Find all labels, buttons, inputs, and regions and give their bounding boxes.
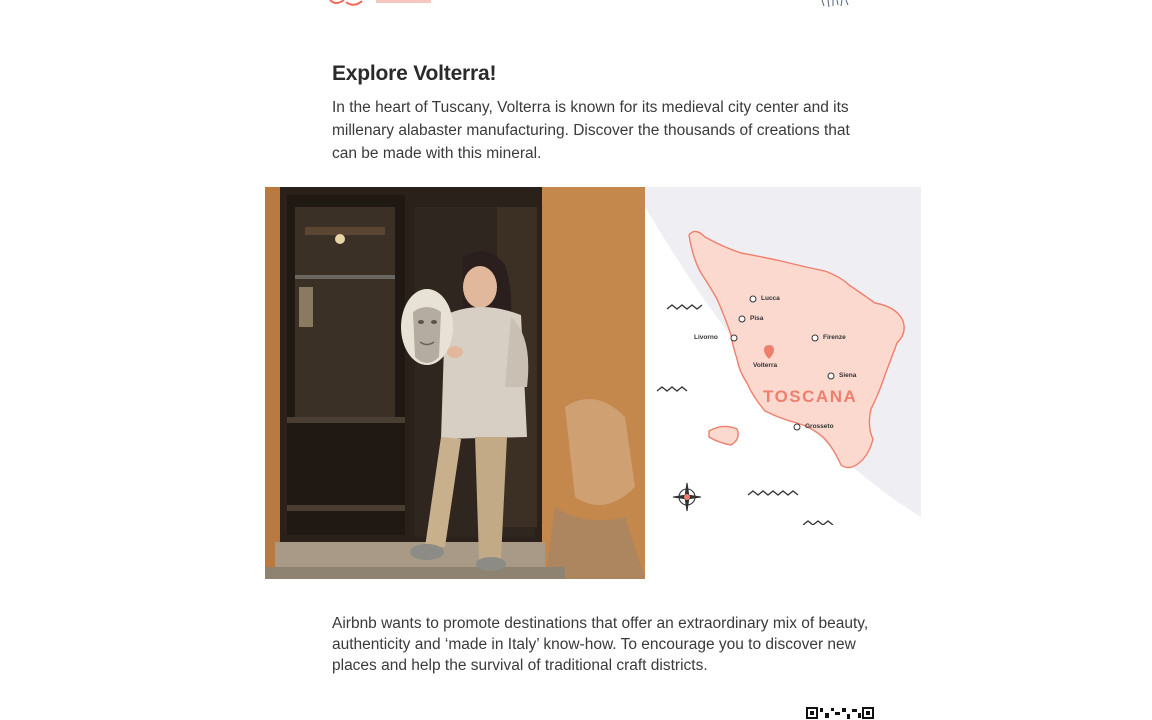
city-label-grosseto: Grosseto [805,423,834,430]
qr-code-fragment [806,707,876,720]
decorative-sketch-fragment [818,0,858,8]
article-title: Explore Volterra! [332,62,497,85]
artisan-photo [265,187,645,579]
city-label-lucca: Lucca [761,295,780,302]
brand-logo-fragment [326,0,436,8]
article-intro: In the heart of Tuscany, Volterra is known for its medieval city center and its millenary alabaster manufacturing. Discover the thousands of creations that can be made with this mineral. [332,99,850,162]
city-label-siena: Siena [839,372,857,379]
article-outro: Airbnb wants to promote destinations that offer an extraordinary mix of beauty, authenticity and ‘made in Italy’ know-how. To encourage you to discover new places and help the survival of traditional craft districts. [332,615,869,674]
city-label-pisa: Pisa [750,315,764,322]
city-label-livorno: Livorno [694,334,718,341]
tuscany-map [645,187,921,525]
city-label-volterra: Volterra [753,362,778,369]
region-label: TOSCANA [763,387,858,406]
city-label-firenze: Firenze [823,334,846,341]
